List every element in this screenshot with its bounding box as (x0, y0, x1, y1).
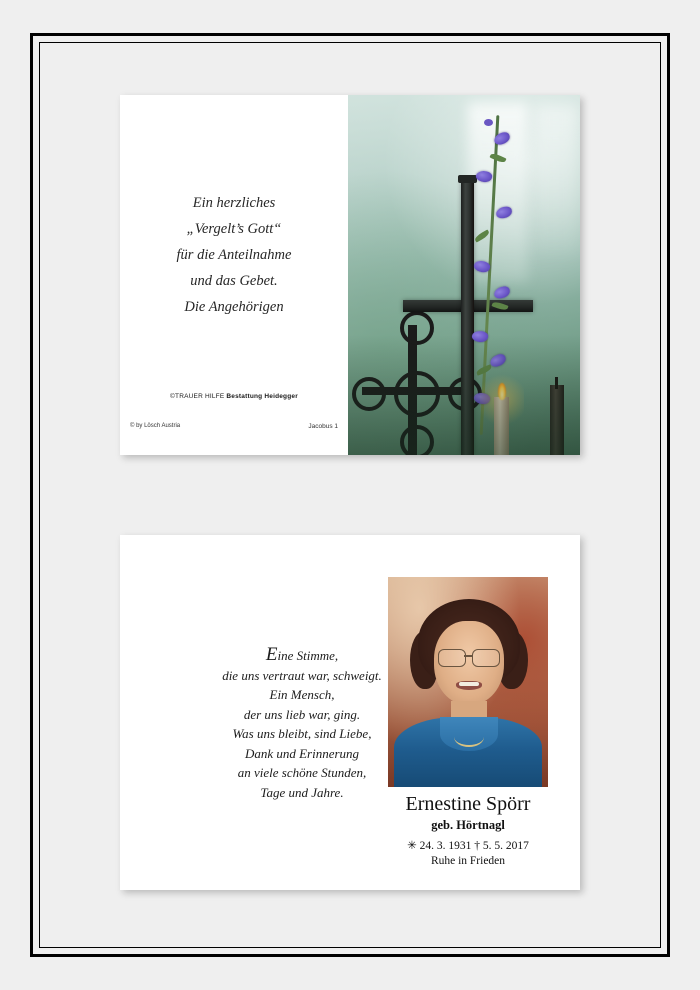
deceased-name: Ernestine Spörr (405, 793, 531, 815)
verse-line: Was uns bleibt, sind Liebe, (232, 726, 372, 741)
portrait-photo (388, 577, 548, 787)
teeth (459, 682, 479, 686)
memorial-card (120, 535, 580, 890)
brand-name: ©TRAUER HILFE (170, 393, 227, 400)
verse-line: „Vergelt’s Gott“ (186, 221, 282, 237)
brand-subtitle: Bestattung Heidegger (226, 393, 298, 400)
closing-blessing: Ruhe in Frieden (430, 855, 506, 867)
verse-line: Die Angehörigen (184, 299, 284, 315)
verse-line: an viele schöne Stunden, (237, 765, 367, 780)
verse-line: Ein Mensch, (269, 687, 335, 702)
glasses-left-lens (438, 649, 466, 667)
thank-you-card (120, 95, 580, 455)
cross-photo (348, 95, 580, 455)
maiden-name: geb. Hörtnagl (431, 818, 505, 832)
verse-line: für die Anteilnahme (176, 247, 292, 263)
glasses-right-lens (472, 649, 500, 667)
verse-line: und das Gebet. (190, 273, 278, 289)
life-dates: ✳ 24. 3. 1931 † 5. 5. 2017 (407, 840, 529, 852)
verse-line: Tage und Jahre. (260, 784, 344, 800)
glasses-bridge (464, 655, 472, 657)
thank-you-card-text-panel (120, 95, 348, 455)
verse-line-first-rest: ine Stimme, (277, 648, 339, 663)
verse-dropcap: E (265, 644, 278, 665)
verse-line: Ein herzliches (192, 195, 276, 211)
photo-vignette (348, 335, 580, 455)
publisher-brand (120, 393, 348, 400)
verse-line: die uns vertraut war, schweigt. (222, 667, 382, 683)
necklace (454, 727, 484, 747)
copyright-notice: © by Lösch Austria (130, 423, 181, 429)
thank-you-verse (128, 190, 340, 320)
verse-line: Dank und Erinnerung (244, 745, 360, 761)
motif-code: Jacobus 1 (308, 423, 338, 430)
verse-line: der uns lieb war, ging. (243, 706, 361, 722)
